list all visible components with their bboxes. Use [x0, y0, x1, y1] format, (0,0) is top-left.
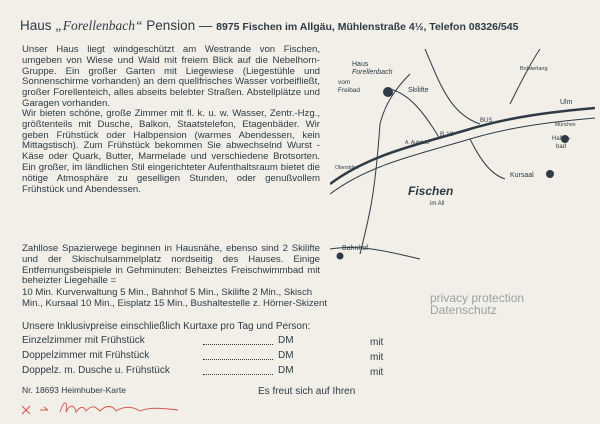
map-label-skilifte: Skilifte: [408, 87, 429, 94]
price-currency: DM: [278, 350, 294, 361]
header-haus: Haus: [20, 18, 52, 33]
price-blank: [203, 365, 273, 375]
map-label-ulm: Ulm: [560, 99, 573, 106]
map-label-kursaal: Kursaal: [510, 172, 534, 179]
price-label: Doppelz. m. Dusche u. Frühstück: [22, 365, 170, 376]
map-label-aufsfeld: A. Aufsfeld: [405, 140, 429, 146]
header-address: 8975 Fischen im Allgäu, Mühlenstraße 4½, Telefon 08326/545: [216, 21, 519, 33]
map-road-edge: [330, 118, 595, 194]
map-road-south: [470, 139, 505, 179]
header-dash: —: [198, 18, 213, 33]
watermark-line-2: Datenschutz: [430, 303, 497, 317]
price-blank: [203, 350, 273, 360]
map-house-marker: [383, 87, 393, 97]
closing-text: Es freut sich auf Ihren: [258, 386, 356, 397]
map-label-fischen: Fischen: [408, 184, 454, 198]
price-currency: DM: [278, 335, 294, 346]
watermark-line-1: privacy protection: [430, 291, 525, 305]
map-road-bolsterlang: [510, 49, 540, 104]
price-currency: DM: [278, 365, 294, 376]
description-paragraph-3: Zahllose Spazierwege beginnen in Hausnähe, ebenso sind 2 Skilifte und der Skischulsammelplatz nordseitig des Hauses. Einige Entfernungsbeispiele in Gehminuten: Beheiztes Freischwimmbad mit beheizter Liegehalle =: [22, 243, 320, 287]
map-road-north: [425, 49, 480, 124]
map-label-bus: BUS: [480, 118, 493, 124]
map-label-hallenbad-2: bad: [556, 144, 567, 150]
map-label-forellenbach: Forellenbach: [352, 69, 393, 76]
price-label: Doppelzimmer mit Frühstück: [22, 350, 150, 361]
map-label-vom: vom: [338, 79, 351, 86]
map-label-bahnhof: Bahnhof: [342, 245, 369, 252]
prices-heading: Unsere Inklusivpreise einschließlich Kurtaxe pro Tag und Person:: [22, 321, 311, 332]
map-label-bolsterlang: Bolsterlang: [520, 66, 548, 72]
distance-line-2: Min., Kursaal 10 Min., Eisplatz 15 Min., Bushaltestelle z. Hörner-Skizent: [22, 298, 327, 309]
description-paragraph-1: Unser Haus liegt windgeschützt am Westrande von Fischen, umgeben von Wiese und Wald mit freiem Blick auf die Nebelhorn-Gruppe. Ein großer Garten mit Liegewiese (Liegestühle und Sonnenschirme vorhanden) an dem quellfrisches Wasser vorbeifließt, großer Forellenteich, alles abseits belebter Straßen. Abstellplätze und Garagen vorhanden.: [22, 44, 320, 109]
card-number: Nr. 18693 Heimhuber-Karte: [22, 385, 126, 395]
header-pension: Pension: [146, 18, 196, 33]
price-suffix: mit: [370, 337, 384, 348]
location-map: [330, 44, 595, 274]
map-label-oberstdorf: Oberstdorf: [335, 165, 359, 171]
map-bahnhof-marker: [337, 253, 344, 260]
description-paragraph-2: Wir bieten schöne, große Zimmer mit fl. k. u. w. Wasser, Zentr.-Hzg., größtenteils mit Dusche, Balkon, Staatstelefon, Etagenbäder. Wir geben Frühstück oder Halbpension (warmes Abendessen, kein Mittagstisch). Zum Frühstück bekommen Sie abwechselnd Wurst - Käse oder Quark, Butter, Marmelade und verschiedene Brotsorten. Ein großer, im ländlichen Stil eingerichteter Aufenthaltsraum bietet die nötige Atmosphäre zu geselligen Stunden, oder genußvollem Frühstück und Abendessen.: [22, 108, 320, 195]
map-road-skilifte: [390, 89, 440, 139]
card-header: [20, 18, 580, 34]
header-pension-name: „Forellenbach“: [55, 18, 143, 33]
price-label: Einzelzimmer mit Frühstück: [22, 335, 145, 346]
distance-line-1: 10 Min. Kurverwaltung 5 Min., Bahnhof 5 Min., Skilifte 2 Min., Skisch: [22, 287, 313, 298]
map-label-hallenbad-1: Hallen-: [552, 136, 572, 142]
map-kursaal-marker: [546, 170, 554, 178]
map-label-im-all: im All: [430, 201, 445, 207]
map-label-muenchen: München: [555, 122, 576, 128]
price-blank: [203, 335, 273, 345]
price-suffix: mit: [370, 367, 384, 378]
price-suffix: mit: [370, 352, 384, 363]
map-label-haus: Haus: [352, 61, 369, 68]
handwritten-signature: [20, 398, 190, 420]
map-label-freibad: Freibad: [338, 87, 361, 94]
map-label-b19: B 19: [440, 131, 454, 138]
map-road-west: [360, 74, 410, 254]
